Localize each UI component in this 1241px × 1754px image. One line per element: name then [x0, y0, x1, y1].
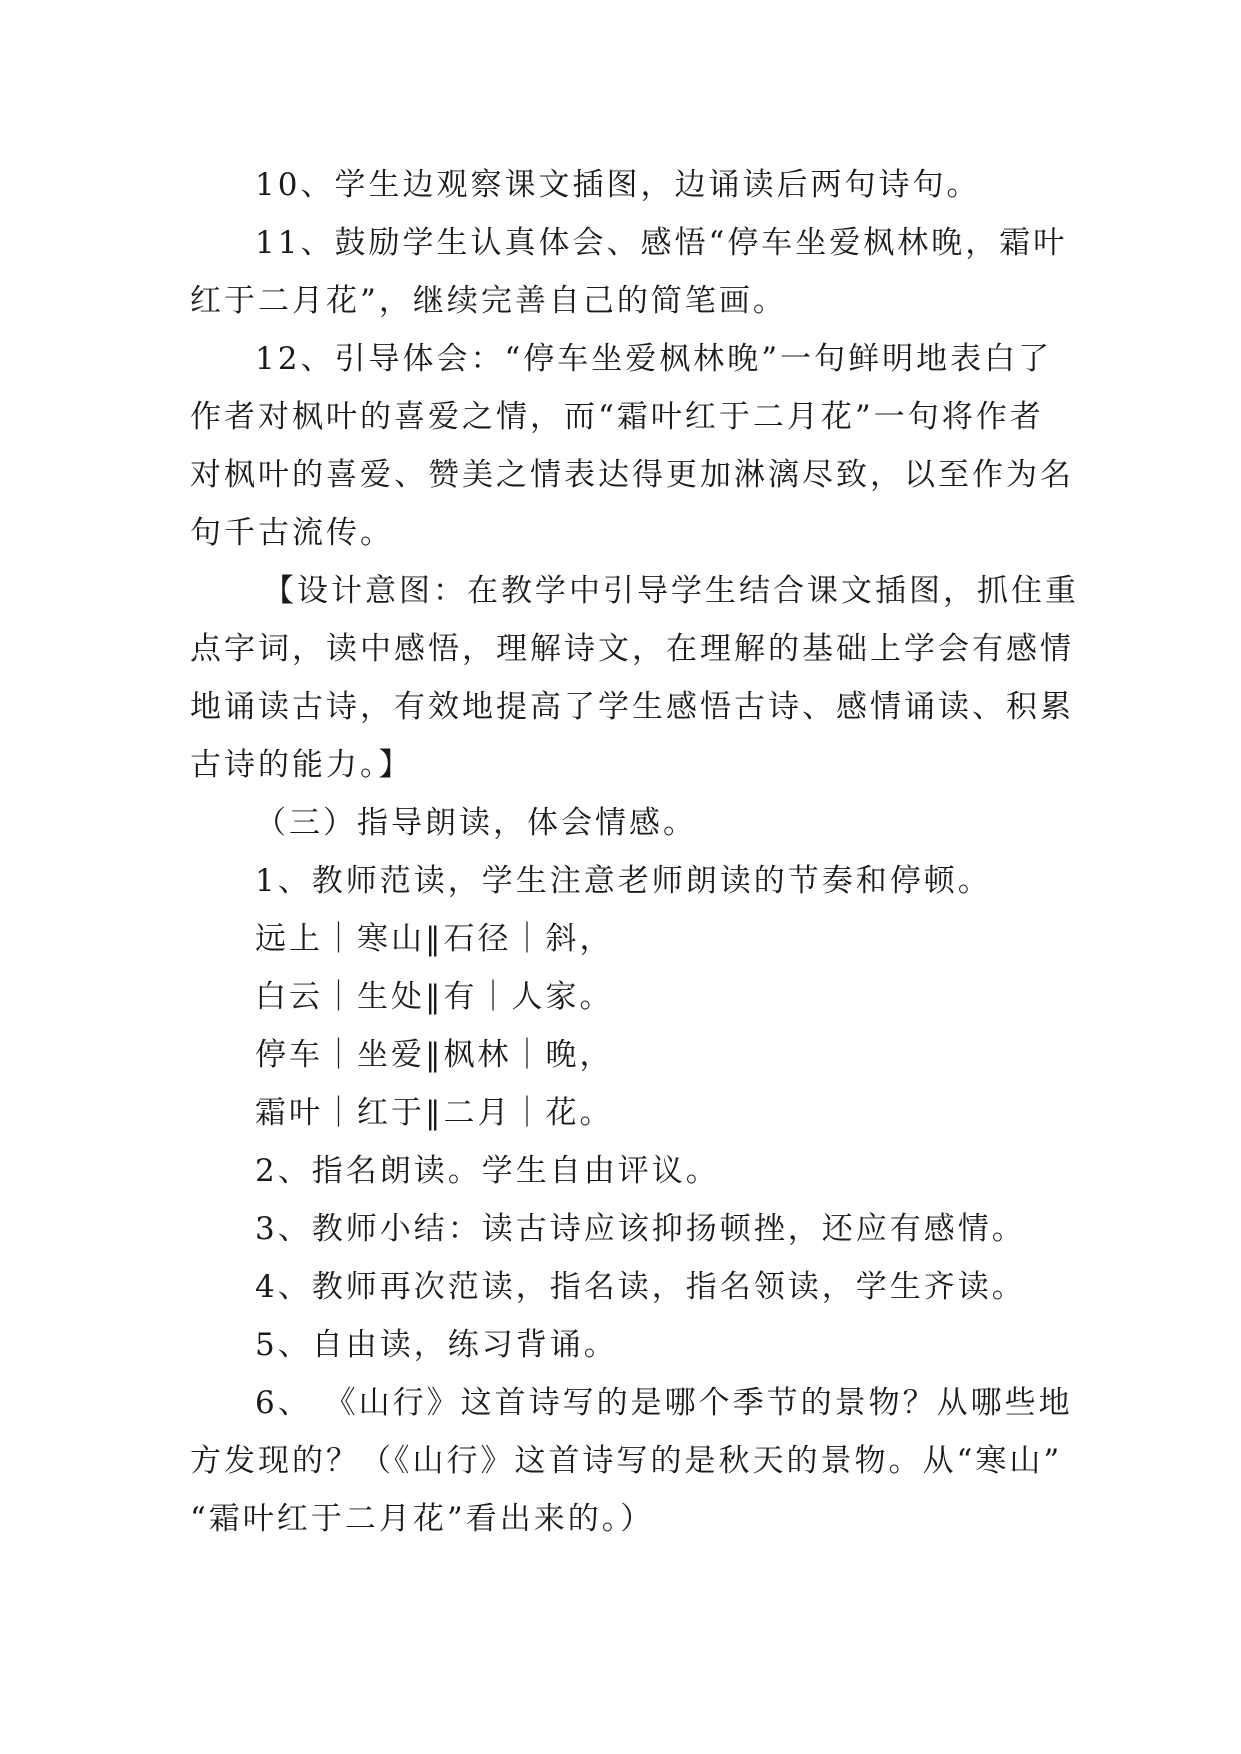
text-line: 红于二月花”，继续完善自己的简笔画。: [190, 283, 787, 319]
text-line: 古诗的能力。】: [190, 747, 413, 783]
text-line: 对枫叶的喜爱、赞美之情表达得更加淋漓尽致，以至作为名: [190, 457, 1074, 493]
text-line: 点字词，读中感悟，理解诗文，在理解的基础上学会有感情: [190, 631, 1074, 667]
text-line: 5、自由读，练习背诵。: [255, 1327, 618, 1363]
section-heading: （三）指导朗读，体会情感。: [255, 805, 697, 841]
poem-line: 远上｜寒山‖石径｜斜，: [255, 921, 614, 957]
text-line: 12、引导体会：“停车坐爱枫林晚”一句鲜明地表白了: [255, 341, 1053, 377]
text-line: 10、学生边观察课文插图，边诵读后两句诗句。: [255, 167, 981, 203]
text-line: 6、 《山行》这首诗写的是哪个季节的景物？从哪些地: [255, 1385, 1073, 1421]
poem-line: 霜叶｜红于‖二月｜花。: [255, 1095, 614, 1131]
text-line: 2、指名朗读。学生自由评议。: [255, 1153, 720, 1189]
poem-line: 停车｜坐爱‖枫林｜晚，: [255, 1037, 614, 1073]
text-line: 方发现的？（《山行》这首诗写的是秋天的景物。从“寒山”: [190, 1443, 1063, 1479]
text-line: 作者对枫叶的喜爱之情，而“霜叶红于二月花”一句将作者: [190, 399, 1044, 435]
text-line: 【设计意图：在教学中引导学生结合课文插图，抓住重: [263, 573, 1079, 609]
text-line: 4、教师再次范读，指名读，指名领读，学生齐读。: [255, 1269, 1026, 1305]
text-line: 3、教师小结：读古诗应该抑扬顿挫，还应有感情。: [255, 1211, 1026, 1247]
text-line: 地诵读古诗，有效地提高了学生感悟古诗、感情诵读、积累: [190, 689, 1074, 725]
text-line: 1、教师范读，学生注意老师朗读的节奏和停顿。: [255, 863, 992, 899]
text-line: 句千古流传。: [190, 515, 394, 551]
text-line: 11、鼓励学生认真体会、感悟“停车坐爱枫林晚，霜叶: [255, 225, 1068, 261]
text-line: “霜叶红于二月花”看出来的。）: [190, 1501, 655, 1537]
poem-line: 白云｜生处‖有｜人家。: [255, 979, 614, 1015]
